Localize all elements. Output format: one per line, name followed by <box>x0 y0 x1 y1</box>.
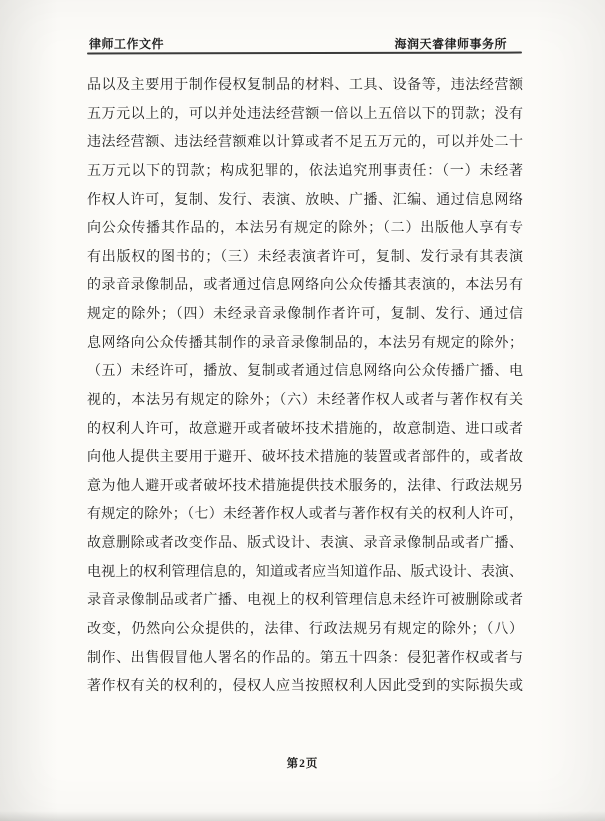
text-line: 品以及主要用于制作侵权复制品的材料、工具、设备等，违法经营额 <box>87 78 523 93</box>
header-law-firm-name: 海润天睿律师事务所 <box>394 37 507 51</box>
text-line: 有出版权的图书的；（三）未经表演者许可，复制、发行录有其表演 <box>87 249 523 265</box>
text-line: 改变，仍然向公众提供的，法律、行政法规另有规定的除外；（八） <box>87 621 523 637</box>
text-line: 视的，本法另有规定的除外；（六）未经著作权人或者与著作权有关 <box>87 392 523 408</box>
scan-edge-shade-right <box>535 0 605 821</box>
page-header <box>89 35 521 52</box>
scan-edge-shade-bottom <box>0 811 605 821</box>
text-line: 向他人提供主要用于避开、破坏技术措施的装置或者部件的，或者故 <box>87 450 523 466</box>
text-line: 五万元以上的，可以并处违法经营额一倍以上五倍以下的罚款；没有 <box>87 106 523 122</box>
document-body <box>87 72 523 702</box>
text-line: 故意删除或者改变作品、版式设计、表演、录音录像制品或者广播、 <box>87 536 523 551</box>
text-line: （五）未经许可，播放、复制或者通过信息网络向公众传播广播、电 <box>87 364 523 380</box>
text-line: 电视上的权利管理信息的，知道或者应当知道作品、版式设计、表演、 <box>87 564 523 580</box>
text-line: 的录音录像制品，或者通过信息网络向公众传播其表演的，本法另有 <box>87 278 523 294</box>
text-line: 有规定的除外；（七）未经著作权人或者与著作权有关的权利人许可， <box>87 507 523 523</box>
text-line: 规定的除外；（四）未经录音录像制作者许可，复制、发行、通过信 <box>87 307 523 322</box>
text-line: 制作、出售假冒他人署名的作品的。第五十四条：侵犯著作权或者与 <box>87 650 523 666</box>
text-line: 息网络向公众传播其制作的录音录像制品的，本法另有规定的除外； <box>87 335 523 351</box>
text-line: 的权利人许可，故意避开或者破坏技术措施的，故意制造、进口或者 <box>87 421 523 437</box>
text-line: 作权人许可，复制、发行、表演、放映、广播、汇编、通过信息网络 <box>87 192 523 208</box>
header-document-type-label: 律师工作文件 <box>89 37 165 51</box>
header-divider-rule <box>87 52 522 55</box>
text-line: 著作权有关的权利的，侵权人应当按照权利人因此受到的实际损失或 <box>87 679 523 695</box>
page-number: 第2页 <box>286 758 319 770</box>
scan-edge-shade-left <box>0 0 58 821</box>
text-line: 意为他人避开或者破坏技术措施提供技术服务的，法律、行政法规另 <box>87 478 523 494</box>
text-line: 录音录像制品或者广播、电视上的权利管理信息未经许可被删除或者 <box>87 593 523 609</box>
text-line: 五万元以下的罚款；构成犯罪的，依法追究刑事责任：（一）未经著 <box>87 163 523 179</box>
text-line: 向公众传播其作品的，本法另有规定的除外；（二）出版他人享有专 <box>87 221 523 237</box>
text-line: 违法经营额、违法经营额难以计算或者不足五万元的，可以并处二十 <box>87 135 523 151</box>
